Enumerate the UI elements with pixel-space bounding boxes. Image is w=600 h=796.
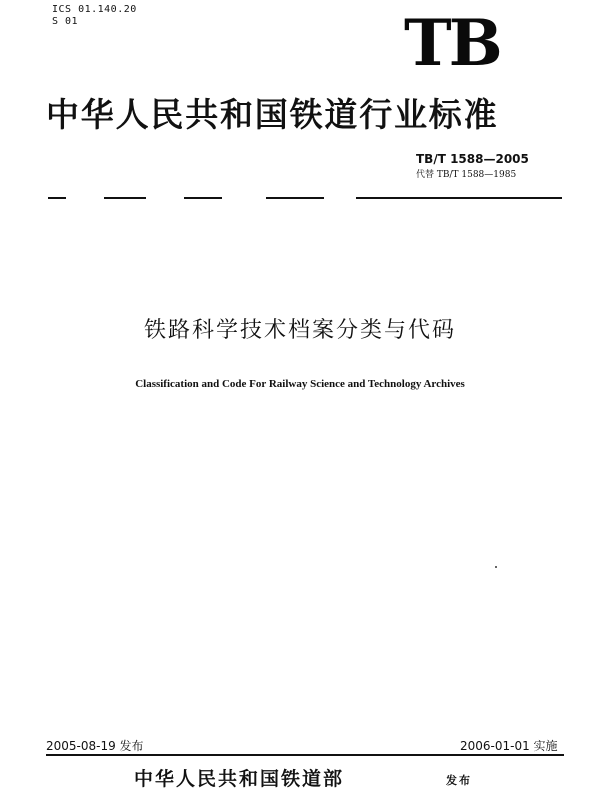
scan-speck [495,566,497,568]
rule-segment [104,197,146,199]
publisher-suffix: 发布 [446,774,472,787]
standard-number: TB/T 1588—2005 [416,152,529,166]
implementation-date: 2006-01-01 实施 [460,739,558,753]
issue-date: 2005-08-19 发布 [46,739,144,753]
footer-rule [46,754,564,756]
rule-segment [356,197,562,199]
ministry-standard-title: 中华人民共和国铁道行业标准 [46,95,499,134]
tb-logo: TB [404,6,500,81]
document-title-chinese: 铁路科学技术档案分类与代码 [143,318,456,343]
class-code: S 01 [52,16,79,27]
header-rule [48,197,562,199]
publisher-name: 中华人民共和国铁道部 [134,768,345,790]
rule-segment [184,197,222,199]
ics-code: ICS 01.140.20 [52,4,137,15]
replaces-standard: 代替 TB/T 1588—1985 [416,170,517,180]
ics-block [52,4,137,28]
rule-segment [266,197,324,199]
rule-segment [48,197,66,199]
document-title-english: Classification and Code For Railway Science and Technology Archives [135,378,465,390]
